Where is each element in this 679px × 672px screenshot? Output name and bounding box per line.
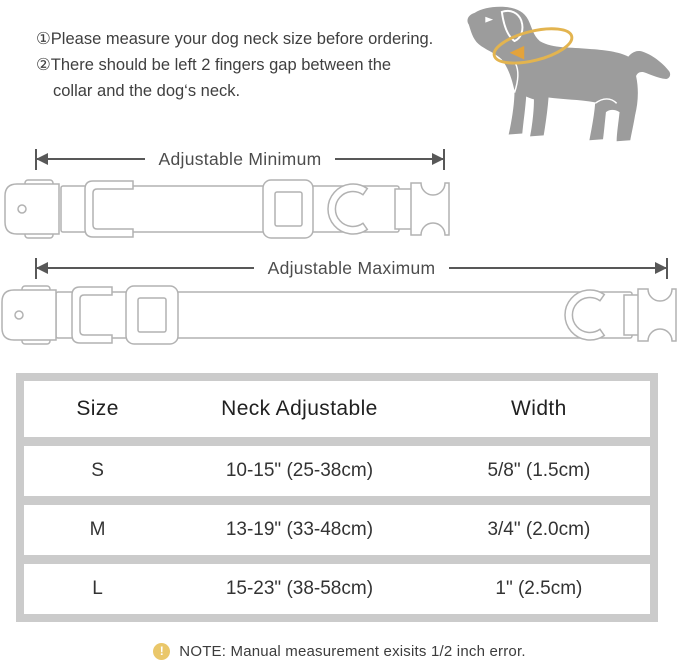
neck-value: 15-23" (38-58cm) — [225, 578, 374, 599]
table-row-m — [24, 505, 650, 555]
collar-diagram-minimum — [1, 178, 451, 240]
adjustable-minimum-label: Adjustable Minimum — [158, 148, 322, 169]
measure-arrow-right-icon — [449, 267, 666, 269]
measure-arrow-right-icon — [335, 158, 443, 160]
instruction-line-1: ①Please measure your dog neck size before ordering. — [36, 30, 434, 48]
adjustable-minimum-measure — [35, 147, 445, 171]
buckle-hole — [18, 205, 26, 213]
column-header-width: Width — [511, 397, 567, 420]
column-header-size: Size — [76, 397, 119, 420]
buckle-female — [411, 183, 449, 235]
width-value: 1" (2.5cm) — [495, 578, 583, 599]
measurement-note — [0, 643, 679, 660]
size-value: S — [91, 460, 104, 481]
table-row-s — [24, 446, 650, 496]
neck-value: 13-19" (33-48cm) — [225, 519, 374, 540]
neck-value: 10-15" (25-38cm) — [225, 460, 374, 481]
width-value: 3/4" (2.0cm) — [487, 519, 591, 540]
instruction-line-3: collar and the dog‘s neck. — [53, 82, 241, 100]
note-text: NOTE: Manual measurement exisits 1/2 inch error. — [179, 643, 526, 660]
table-row-l — [24, 564, 650, 614]
size-value: M — [89, 519, 106, 540]
adjustable-maximum-measure — [35, 256, 668, 280]
exclamation-icon: ! — [153, 643, 170, 660]
adjustable-maximum-label: Adjustable Maximum — [267, 257, 436, 278]
buckle-hole — [15, 311, 23, 319]
buckle-male — [5, 184, 59, 234]
dog-silhouette — [467, 7, 670, 141]
collar-strap — [61, 186, 399, 232]
column-header-neck-adjustable: Neck Adjustable — [221, 397, 378, 420]
size-table — [16, 373, 658, 622]
buckle-female — [638, 289, 676, 341]
instruction-line-2: ②There should be left 2 fingers gap between the — [36, 56, 392, 74]
buckle-male — [2, 290, 56, 340]
measure-arrow-left-icon — [37, 158, 145, 160]
triglide-slider-window — [275, 192, 302, 226]
dog-illustration — [461, 3, 675, 155]
measuring-instructions — [36, 26, 433, 104]
triglide-slider-window — [138, 298, 166, 332]
size-table-header-row — [24, 381, 650, 437]
width-value: 5/8" (1.5cm) — [487, 460, 591, 481]
measure-arrow-left-icon — [37, 267, 254, 269]
collar-diagram-maximum — [0, 284, 679, 346]
size-value: L — [92, 578, 103, 599]
